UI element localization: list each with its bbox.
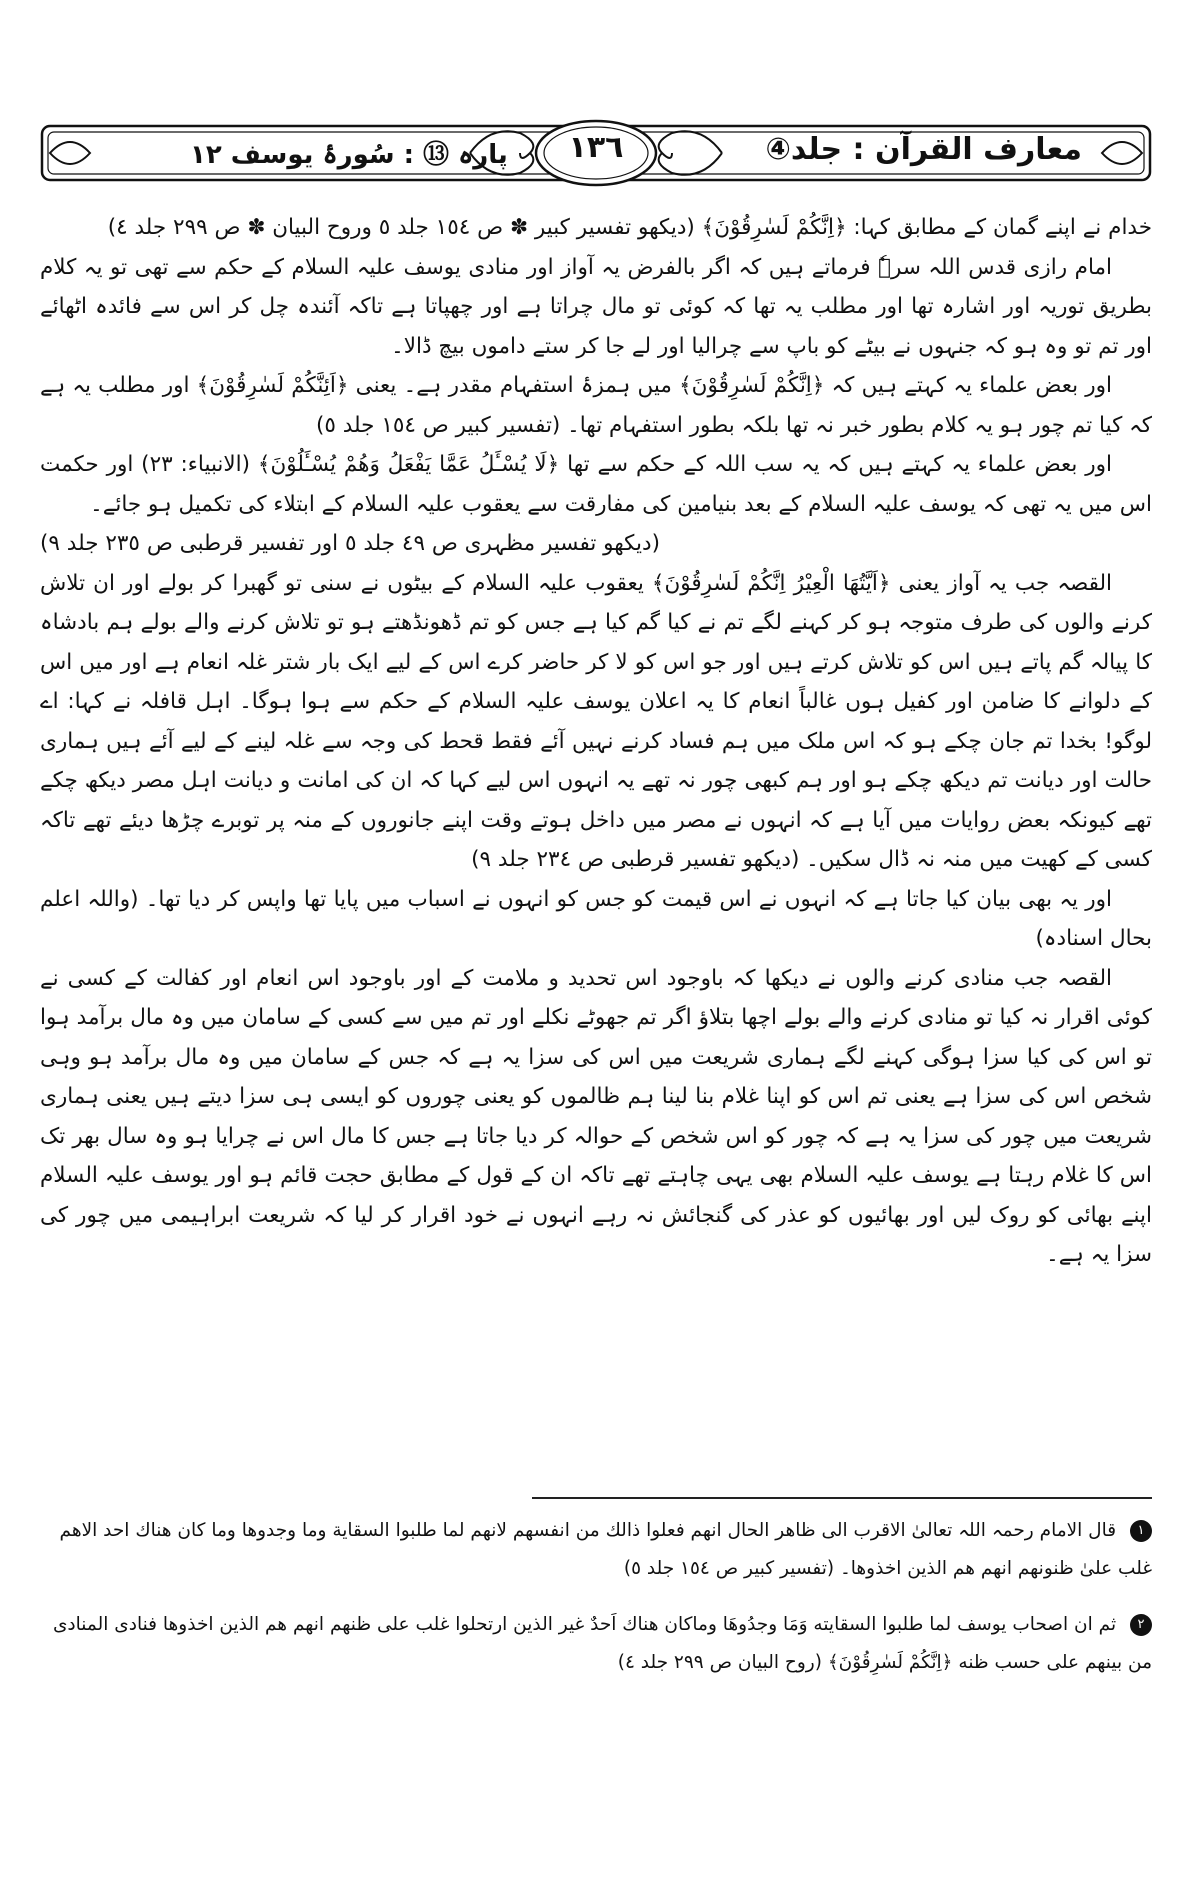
paragraph: القصہ جب یہ آواز یعنی ﴿اَيَّتُهَا الْعِيْرُ اِنَّكُمْ لَسٰرِقُوْنَ﴾ یعقوب علیہ السلام کے بیٹوں نے سنی تو گھبرا کر بولے اور ان تلاش کرنے والوں کی طرف متوجہ ہو کر کہنے لگے تم نے کیا گم کیا ہے جس کو تم ڈھونڈھتے ہو تو تلاش کرنے والے بولے ہم بادشاہ کا پیالہ گم پاتے ہیں اس کو تلاش کرتے ہیں اور جو اس کو لا کر حاضر کرے اس کے لیے ایک بار شتر غلہ انعام ہے اور میں اس کے دلوانے کا ضامن اور کفیل ہوں غالباً انعام کا یہ اعلان یوسف علیہ السلام کے حکم سے ہوا ہوگا۔ اہل قافلہ نے کہا: اے لوگو! بخدا تم جان چکے ہو کہ اس ملک میں ہم فساد کرنے نہیں آئے فقط قحط کی وجہ سے غلہ لینے کے لیے آئے ہیں ہماری حالت اور دیانت تم دیکھ چکے ہو اور ہم کبھی چور نہ تھے یہ انہوں اس لیے کہا کہ ان کی امانت و دیانت اہل مصر دیکھ چکے تھے کیونکہ بعض روایات میں آیا ہے کہ انہوں نے مصر میں داخل ہوتے وقت اپنے جانوروں کے منہ پر توبرے چڑھا دیئے تھے تاکہ کسی کے کھیت میں منہ نہ ڈال سکیں۔ (دیکھو تفسیر قرطبی ص ٢٣٤ جلد ٩) <box>40 570 1152 872</box>
footnote-text: قال الامام رحمہ اللہ تعالیٰ الاقرب الی ظاهر الحال انهم فعلوا ذالك من انفسهم لانهم لما طلبوا السقاية وما وجدوها وما كان هناك احد الاهم غلب علىٰ ظنونهم انهم هم الذين اخذوها۔ (تفسیر کبیر ص ١٥٤ جلد ٥) <box>59 1520 1152 1579</box>
paragraph: اور بعض علماء یہ کہتے ہیں کہ ﴿اِنَّكُمْ لَسٰرِقُوْنَ﴾ میں ہمزۂ استفہام مقدر ہے۔ یعنی ﴿اَئِنَّكُمْ لَسٰرِقُوْنَ﴾ اور مطلب یہ ہے کہ کیا تم چور ہو یہ کلام بطور خبر نہ تھا بلکہ بطور استفہام تھا۔ (تفسیر کبیر ص ١٥٤ جلد ٥) <box>40 373 1152 438</box>
footnote-text: ثم ان اصحاب يوسف لما طلبوا السقايته وَمَا وجدُوهَا وماكان هناك اَحدٌ غير الذين ارتحلوا غلب على ظنهم انهم هم الذين اخذوها فنادى المنادى من بينهم على حسب ظنه ﴿اِنَّكُمْ لَسٰرِقُوْنَ﴾ (روح البیان ص ٢٩٩ جلد ٤) <box>52 1614 1152 1673</box>
footnote-marker-icon: ٢ <box>1130 1614 1152 1636</box>
main-text <box>40 208 1152 1275</box>
section-title: پارہ ⑬ : سُورۂ یوسف ١٢ <box>190 140 508 170</box>
paragraph: خدام نے اپنے گمان کے مطابق کہا: ﴿اِنَّكُمْ لَسٰرِقُوْنَ﴾ (دیکھو تفسیر کبیر ✽ ص ١٥٤ جلد ٥ وروح البیان ✽ ص ٢٩٩ جلد ٤) <box>107 215 1152 240</box>
page-number: ١٣٦ <box>568 130 624 165</box>
paragraph: اور بعض علماء یہ کہتے ہیں کہ یہ سب اللہ کے حکم سے تھا ﴿لَا يُسْـَٔلُ عَمَّا يَفْعَلُ وَهُمْ يُسْـَٔلُوْنَ﴾ (الانبیاء: ٢٣) اور حکمت اس میں یہ تھی کہ یوسف علیہ السلام کے بعد بنیامین کی مفارقت سے یعقوب علیہ السلام کے ابتلاء کی تکمیل ہو جائے۔ <box>40 452 1152 517</box>
book-title: معارف القرآن : جلد④ <box>765 132 1082 167</box>
footnote-marker-icon: ١ <box>1130 1520 1152 1542</box>
paragraph: امام رازی قدس اللہ سرہٗ فرماتے ہیں کہ اگر بالفرض یہ آواز اور منادی یوسف علیہ السلام کے حکم سے تھی تو یہ کلام بطریق توریہ اور اشارہ تھا اور مطلب یہ تھا کہ کوئی تو مال چراتا ہے اور چھپاتا ہے تاکہ آئندہ چل کر اس سے فائدہ اٹھائے اور تم تو وہ ہو کہ جنہوں نے بیٹے کو باپ سے چرالیا اور لے جا کر ستے داموں بیچ ڈالا۔ <box>40 254 1152 359</box>
footnote <box>40 1512 1152 1588</box>
footnotes <box>40 1512 1152 1700</box>
page-header <box>40 118 1152 188</box>
footnote <box>40 1606 1152 1682</box>
reference-line: (دیکھو تفسیر مظہری ص ٤٩ جلد ٥ اور تفسیر قرطبی ص ٢٣٥ جلد ٩) <box>40 531 660 556</box>
paragraph: القصہ جب منادی کرنے والوں نے دیکھا کہ باوجود اس تحدید و ملامت کے اور باوجود اس انعام اور کفالت کے کسی نے کوئی اقرار نہ کیا تو منادی کرنے والے بولے اچھا بتلاؤ اگر تم جھوٹے نکلے اور تم میں سے کسی کے سامان میں وہ مال برآمد ہوا تو اس کی کیا سزا ہوگی کہنے لگے ہماری شریعت میں اس کی سزا یہ ہے کہ جس کے سامان میں وہ مال برآمد ہو وہی شخص اس کی سزا ہے یعنی تم اس کو اپنا غلام بنا لینا ہم ظالموں کو یعنی چوروں کو ایسی ہی سزا دیتے ہیں یعنی ہماری شریعت میں چور کی سزا یہ ہے کہ چور کو اس شخص کے حوالہ کر دیا جاتا ہے جس کا مال اس نے چرایا ہو وہ سال بھر تک اس کا غلام رہتا ہے یوسف علیہ السلام بھی یہی چاہتے تھے تاکہ ان کے قول کے مطابق حجت قائم ہو اور یوسف علیہ السلام اپنے بھائی کو روک لیں اور بھائیوں کو عذر کی گنجائش نہ رہے انہوں نے خود اقرار کر لیا کہ شریعت ابراہیمی میں چور کی سزا یہ ہے۔ <box>40 965 1152 1267</box>
paragraph: اور یہ بھی بیان کیا جاتا ہے کہ انہوں نے اس قیمت کو جس کو انہوں نے اسباب میں پایا تھا واپس کر دیا تھا۔ (واللہ اعلم بحال اسنادہ) <box>40 886 1152 951</box>
separator-line <box>532 1497 1152 1499</box>
